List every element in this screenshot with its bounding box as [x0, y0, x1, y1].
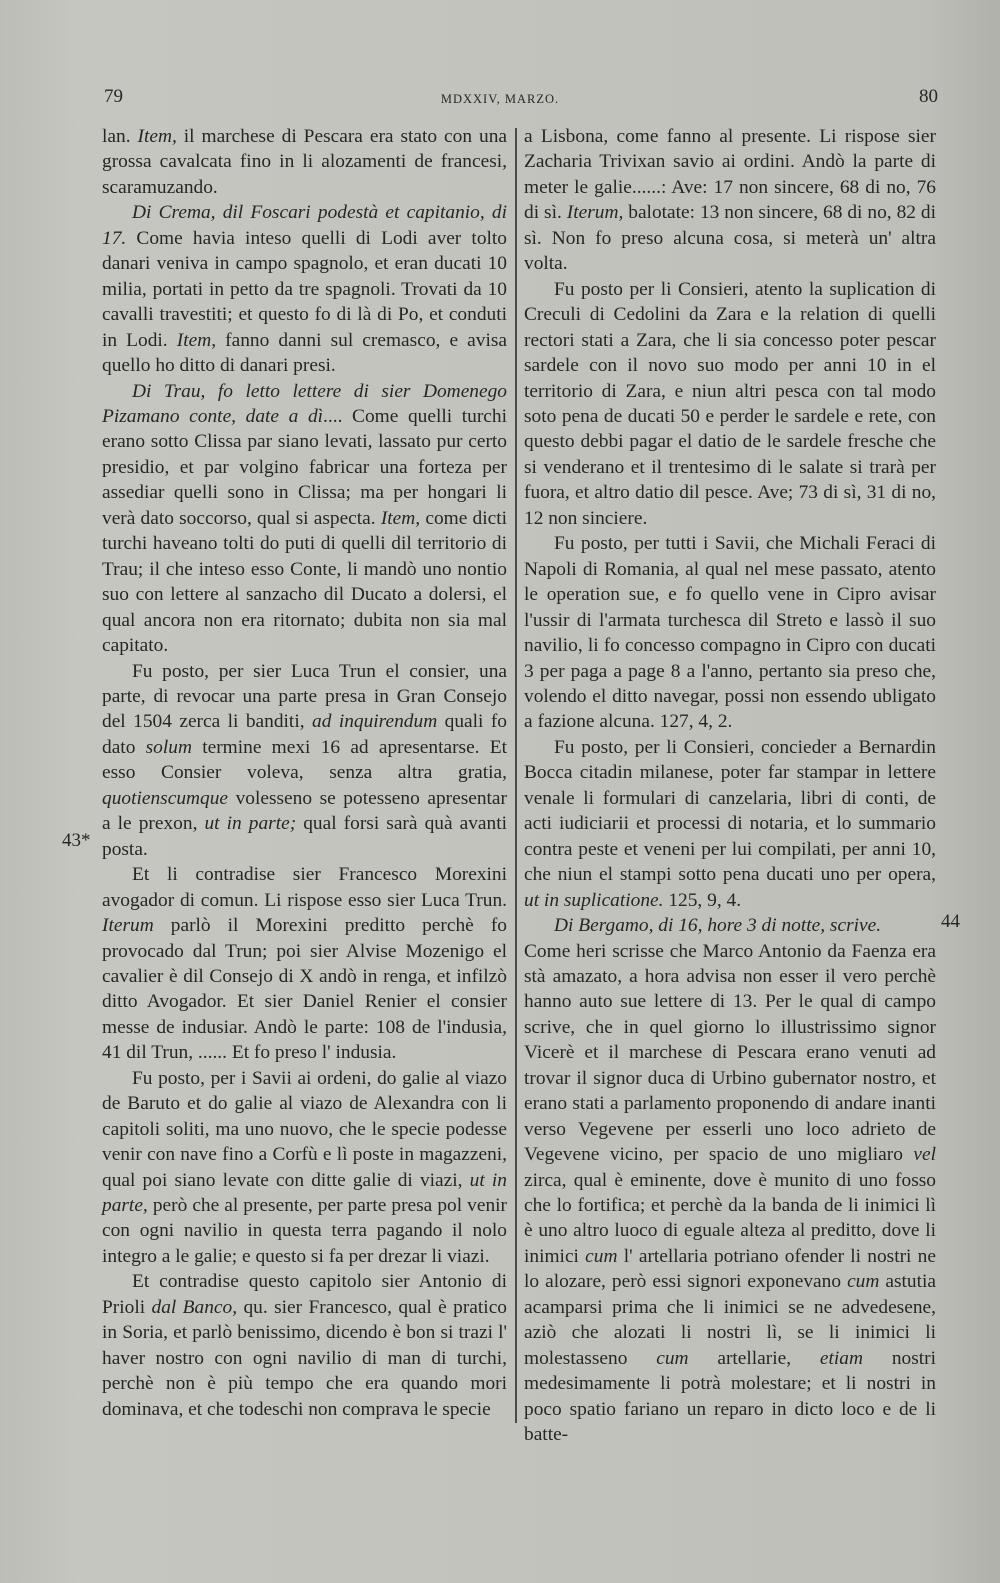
text-run: Fu posto, per tutti i Savii, che Michali Feraci di Napoli di Romania, al qual nel mese passato, atento le operation sue, e fo quello vene in Cipro avisar l'ussir di l'armata turchesca dil Streto e lassò il suo navilio, li fo concesso compagno in Cipro con ducati 3 per paga a page 8 a l'anno, pertanto sia preso che, volendo el ditto navegar, possi non essendo ubligato a fazione alcuna. 127, 4, 2.	[524, 533, 936, 733]
paragraph	[524, 124, 936, 277]
paragraph	[524, 913, 936, 938]
paragraph	[102, 200, 507, 378]
italic-text: Item,	[380, 507, 421, 529]
right-text-column	[524, 124, 936, 1448]
text-run: Come heri scrisse che Marco Antonio da Faenza era stà amazato, a hora advisa non esser il vero perchè hanno auto sue lettere di 13. Per le qual di campo scrive, che in quel giorno lo illustrissimo signor Vicerè et il marchese di Pescara erano venuti ad trovar il signor duca di Urbino gubernator nostro, et erano stati a parlamento proponendo di andare inanti verso Vegevene per esserli uno loco adrieto de Vegevene vicino, per spacio de uno migliaro	[524, 940, 936, 1166]
italic-text: cum	[585, 1245, 618, 1267]
paragraph	[102, 1066, 507, 1270]
paragraph	[102, 862, 507, 1066]
italic-text: ad inquirendum	[312, 711, 438, 733]
text-run: zirca, qual è eminente, dove è munito di uno fosso che lo fortifica; et perchè da la banda de li inimici lì è uno altro luoco di eguale alteza al preditto, dove li inimici	[524, 1169, 936, 1267]
left-text-column	[102, 124, 507, 1422]
text-run: Fu posto, per sier Luca Trun el consier, una parte, di revocar una parte presa in Gran Consejo del 1504 zerca li banditi,	[102, 660, 507, 733]
paragraph	[102, 1269, 507, 1422]
italic-text: ut in suplicatione.	[524, 889, 664, 911]
italic-text: dal Banco,	[151, 1296, 238, 1318]
text-run: nostri medesimamente li potrà molestare; et li nostri in poco spatio fariano un reparo in dicto loco e de li batte-	[524, 1347, 936, 1446]
text-run: fanno danni sul cremasco, e avisa quello ho ditto di danari presi.	[102, 329, 507, 377]
italic-text: Di Crema, dil Foscari podestà et capitanio, di 17.	[102, 202, 507, 249]
text-run: volesseno se potesseno apresentar a le prexon,	[102, 787, 507, 835]
text-run: a Lisbona, come fanno al presente. Li rispose sier Zacharia Trivixan savio ai ordini. Andò la parte di meter le galie......: Ave: 17 non sincere, 68 di no, 76 di sì.	[524, 126, 936, 224]
text-run: l' artellaria potriano ofender li nostri ne lo alozare, però essi signori exponevano	[524, 1245, 936, 1293]
italic-text: vel	[913, 1144, 936, 1166]
paragraph	[102, 379, 507, 659]
text-run: Et contradise questo capitolo sier Antonio di Prioli	[102, 1271, 507, 1318]
italic-text: Iterum,	[566, 202, 624, 224]
text-run: Come havia inteso quelli di Lodi aver tolto danari veniva in campo spagnolo, et eran ducati 10 milia, portati in petto da tre spagnoli. Trovati da 10 cavalli travestiti; et questo fo di là di Po, et conduti in Lodi.	[102, 227, 507, 351]
running-title: MDXXIV, MARZO.	[440, 92, 560, 106]
text-run: termine mexi 16 ad apresentarse. Et esso Consier voleva, senza altra gratia,	[102, 736, 508, 784]
text-run: Fu posto, per li Consieri, concieder a Bernardin Bocca citadin milanese, poter far stampar in lettere venale li formulari di canzelaria, libri di conti, de acti iudiciarii et processi di notaria, et lo summario contra peste et veneni per lui compilati, per anni 10, che niun el stampi sotto pena ducati uno per opera,	[524, 736, 936, 886]
right-page-number: 80	[919, 86, 938, 107]
text-run: parlò il Morexini preditto perchè fo provocado dal Trun; poi sier Alvise Mozenigo el cavalier è dil Consejo di X andò in renga, et infilzò ditto Avogador. Et sier Daniel Renier el consier messe de indusiar. Andò le parte: 108 de l'indusia, 41 dil Trun, ...... Et fo preso l' indusia.	[102, 915, 507, 1064]
text-run: astutia acamparsi prima che li inimici se ne advedesene, aziò che alozati li nostri lì, se li inimici li molestasseno	[524, 1271, 937, 1369]
text-run: 125, 9, 4.	[663, 889, 742, 911]
text-run: qual forsi sarà quà avanti posta.	[102, 813, 507, 860]
italic-text: Item,	[137, 126, 177, 147]
italic-text: cum	[847, 1271, 880, 1293]
text-run: il marchese di Pescara era stato con una grossa cavalcata fino in li alozamenti de francesi, scaramuzando.	[102, 126, 507, 198]
italic-text: Iterum	[102, 915, 154, 937]
text-run: come dicti turchi haveano tolti do puti di quelli dil territorio di Trau; il che inteso esso Conte, li mandò uno nontio suo con lettere al sanzacho dil Ducato a dolersi, el qual ancora non era ritornato; dubita non sia mal capitato.	[102, 507, 507, 657]
italic-text: quotienscumque	[102, 787, 229, 809]
paragraph	[102, 124, 507, 200]
paragraph	[524, 939, 936, 1448]
column-divider	[515, 128, 517, 1423]
text-run: qu. sier Francesco, qual è pratico in Soria, et parlò benissimo, dicendo è bon si trazi l' haver nostro con ogni navilio di man di turchi, perchè non è più tempo che era quando mori dominava, et che todeschi non comprava le specie	[102, 1296, 507, 1420]
italic-text: Di Trau, fo letto lettere di sier Domenego Pizamano conte, date a dì	[102, 380, 507, 427]
text-run: quali fo dato	[102, 711, 508, 758]
text-run: artellarie,	[688, 1347, 820, 1369]
italic-text: Di Bergamo, di 16, hore 3 di notte, scrive.	[554, 915, 882, 937]
paragraph	[102, 659, 507, 863]
text-run: però che al presente, per parte presa pol venir con ogni navilio in questa terra pagando il nolo integro a le galie; e questo si fa per drezar li viazi.	[102, 1195, 507, 1267]
text-run: Fu posto per li Consieri, atento la suplication di Creculi di Cedolini da Zara e la relation di quelli rectori stati a Zara, che li sia concesso poter pescar sardele con il novo suo modo per anni 10 in el territorio di Zara, e niun altri pesca con tal modo soto pena de ducati 50 e perder le sardele e rete, con questo debbi pagar el datio de le sardele fresche che si venderano et il trentesimo di le salate si trarà per fuora, et altro datio dil pesce. Ave; 73 di sì, 31 di no, 12 non sinciere.	[524, 278, 936, 529]
paragraph	[524, 735, 936, 913]
italic-text: etiam	[819, 1347, 863, 1369]
italic-text: cum	[656, 1347, 689, 1369]
left-page-number: 79	[104, 86, 123, 107]
text-run: .... Come quelli turchi erano sotto Clissa par siano levati, lassato pur certo presidio, et par volgino fabricar una forteza per assediar quelli sono in Clissa; ma per hongari li verà dato soccorso, qual si aspecta.	[102, 405, 507, 529]
italic-text: Item,	[176, 329, 217, 351]
italic-text: ut in parte,	[102, 1169, 507, 1217]
text-run: Fu posto, per i Savii ai ordeni, do galie al viazo de Baruto et do galie al viazo de Alexandra con li capitoli soliti, ma uno nuovo, che le specie podesse venir con nave fino a Corfù e lì poste in magazzeni, qual poi siano levate con ditte galie di viazi,	[102, 1067, 507, 1191]
margin-note-left: 43*	[62, 830, 91, 851]
text-run: lan.	[102, 126, 138, 147]
text-run: Et li contradise sier Francesco Morexini avogador di comun. Li rispose esso sier Luca Trun.	[102, 864, 507, 911]
margin-note-right: 44	[941, 911, 960, 932]
italic-text: solum	[145, 736, 192, 758]
paragraph	[524, 531, 936, 735]
text-run: balotate: 13 non sincere, 68 di no, 82 di sì. Non fo preso alcuna cosa, si meterà un' altra volta.	[524, 202, 936, 275]
paragraph	[524, 277, 936, 532]
italic-text: ut in parte;	[204, 813, 297, 835]
